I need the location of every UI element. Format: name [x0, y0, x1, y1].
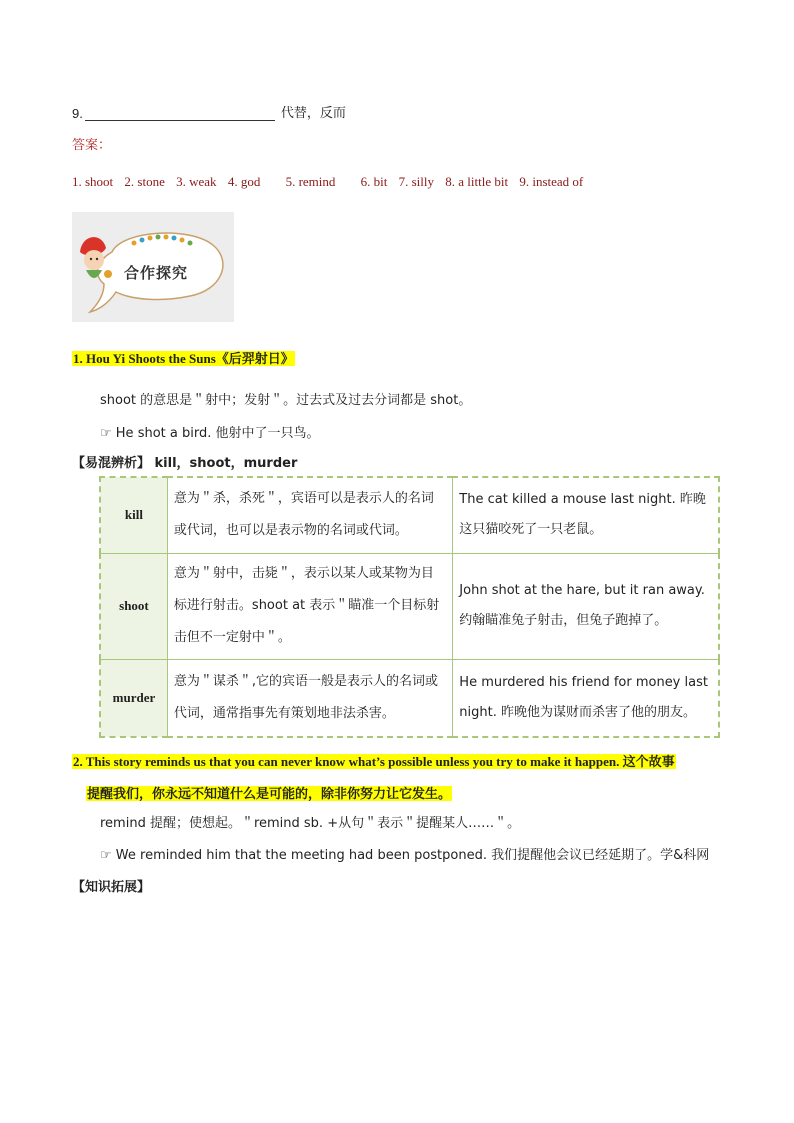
- answer-item: 6. bit: [360, 174, 388, 189]
- section-1-note: shoot 的意思是＂射中；发射＂。过去式及过去分词都是 shot。: [100, 393, 472, 408]
- answers-label: 答案：: [72, 138, 112, 153]
- table-row: [100, 553, 719, 659]
- answer-item: 7. silly: [398, 174, 435, 189]
- answer-item: 9. instead of: [519, 174, 584, 189]
- badge-label: 合作探究: [124, 264, 189, 282]
- section-2-heading: [72, 746, 732, 810]
- table-word-cell: shoot: [100, 553, 167, 659]
- section-2-example: ☞ We reminded him that the meeting had been postponed. 我们提醒他会议已经延期了。学&科网: [100, 848, 710, 863]
- question-9: [72, 102, 346, 121]
- section-1-heading: [72, 348, 295, 367]
- question-number: 9.: [72, 106, 83, 121]
- compare-heading: 【易混辨析】 kill，shoot，murder: [72, 456, 298, 471]
- table-example-cell: He murdered his friend for money last night. 昨晚他为谋财而杀害了他的朋友。: [453, 659, 719, 737]
- table-meaning-cell: 意为＂杀，杀死＂，宾语可以是表示人的名词或代词，也可以是表示物的名词或代词。: [167, 477, 452, 553]
- extension-heading: 【知识拓展】: [72, 880, 151, 895]
- table-example-cell: The cat killed a mouse last night. 昨晚这只猫咬死了一只老鼠。: [453, 477, 719, 553]
- answer-item: 8. a little bit: [445, 174, 509, 189]
- table-word-cell: murder: [100, 659, 167, 737]
- answer-item: 2. stone: [124, 174, 165, 189]
- answer-blank: [85, 106, 275, 121]
- answer-item: 1. shoot: [72, 174, 114, 189]
- table-example-cell: John shot at the hare, but it ran away. 约翰瞄准兔子射击，但兔子跑掉了。: [453, 553, 719, 659]
- answer-item: 4. god: [227, 174, 261, 189]
- section-2-note: remind 提醒；使想起。＂remind sb. +从句＂表示＂提醒某人……＂。: [100, 816, 521, 831]
- section-2-heading-line-2: 提醒我们，你永远不知道什么是可能的，除非你努力让它发生。: [87, 786, 452, 801]
- question-meaning: 代替，反而: [280, 106, 346, 121]
- section-1-example: ☞ He shot a bird. 他射中了一只鸟。: [100, 426, 320, 441]
- answer-item: 5. remind: [285, 174, 336, 189]
- section-2-heading-line-1: 2. This story reminds us that you can never know what’s possible unless you try to make it happen. 这个故事: [73, 754, 675, 769]
- table-meaning-cell: 意为＂射中，击毙＂，表示以某人或某物为目标进行射击。shoot at 表示＂瞄准一个目标射击但不一定射中＂。: [167, 553, 452, 659]
- table-row: [100, 477, 719, 553]
- section-1-heading-text: 1. Hou Yi Shoots the Suns《后羿射日》: [73, 351, 294, 366]
- answers-list: [72, 174, 591, 190]
- answer-item: 3. weak: [176, 174, 217, 189]
- table-meaning-cell: 意为＂谋杀＂,它的宾语一般是表示人的名词或代词，通常指事先有策划地非法杀害。: [167, 659, 452, 737]
- table-word-cell: kill: [100, 477, 167, 553]
- cooperative-inquiry-badge: [72, 212, 234, 322]
- compare-table: [99, 476, 720, 738]
- table-row: [100, 659, 719, 737]
